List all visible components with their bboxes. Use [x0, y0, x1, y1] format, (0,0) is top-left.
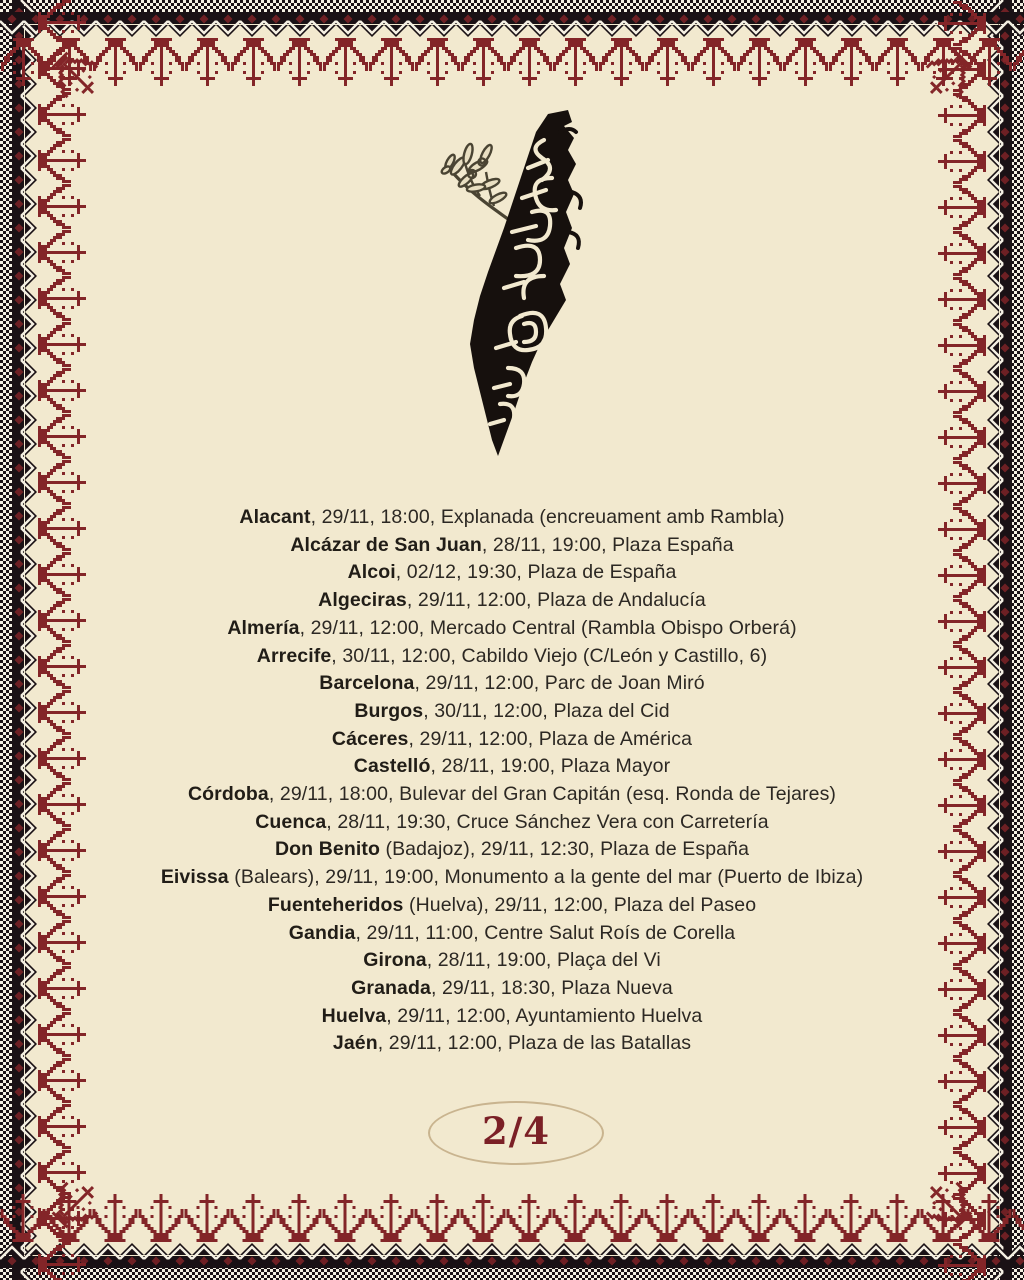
- event-city: Huelva: [321, 1004, 387, 1027]
- olive-branch-icon: [440, 143, 512, 222]
- border-zigzag-top: [0, 12, 1024, 38]
- event-details: , 29/11, 12:00, Plaza de las Batallas: [377, 1032, 692, 1055]
- event-city: Don Benito: [274, 838, 380, 861]
- event-row: [0, 781, 1024, 809]
- event-details: , 28/11, 19:00, Plaça del Vi: [426, 949, 661, 972]
- event-details: , 29/11, 12:00, Parc de Joan Miró: [414, 672, 705, 695]
- event-details: (Balears), 29/11, 19:00, Monumento a la gente del mar (Puerto de Ibiza): [228, 866, 864, 889]
- event-row: [0, 670, 1024, 698]
- events-list: [0, 504, 1024, 1058]
- event-city: Córdoba: [187, 783, 269, 806]
- event-row: [0, 504, 1024, 532]
- event-details: , 29/11, 12:00, Ayuntamiento Huelva: [386, 1004, 703, 1027]
- border-checker-bottom: [0, 1268, 1024, 1280]
- event-row: [0, 753, 1024, 781]
- event-details: , 29/11, 18:00, Bulevar del Gran Capitán (esq. Ronda de Tejares): [268, 783, 837, 806]
- border-motifs-bottom: [0, 1194, 1024, 1242]
- event-city: Castelló: [353, 755, 431, 778]
- event-row: [0, 532, 1024, 560]
- border-checker-top: [0, 0, 1024, 12]
- event-details: , 02/12, 19:30, Plaza de España: [395, 561, 677, 584]
- event-details: (Badajoz), 29/11, 12:30, Plaza de España: [379, 838, 750, 861]
- event-row: [0, 559, 1024, 587]
- event-city: Cáceres: [331, 727, 409, 750]
- event-row: [0, 726, 1024, 754]
- event-details: , 29/11, 12:00, Mercado Central (Rambla Obispo Orberá): [299, 616, 797, 639]
- event-row: [0, 587, 1024, 615]
- event-details: , 28/11, 19:30, Cruce Sánchez Vera con Carretería: [326, 810, 769, 833]
- event-row: [0, 947, 1024, 975]
- event-details: , 29/11, 12:00, Plaza de América: [408, 727, 693, 750]
- event-city: Algeciras: [318, 589, 407, 612]
- event-row: [0, 975, 1024, 1003]
- palestine-map-calligraphy-illustration: [428, 108, 628, 478]
- event-row: [0, 1003, 1024, 1031]
- event-details: , 28/11, 19:00, Plaza España: [481, 533, 734, 556]
- event-city: Alacant: [239, 506, 311, 528]
- event-row: [0, 920, 1024, 948]
- event-city: Eivissa: [160, 866, 229, 889]
- event-city: Jaén: [332, 1032, 378, 1055]
- event-city: Gandia: [288, 921, 356, 944]
- event-city: Barcelona: [319, 672, 415, 695]
- event-details: , 29/11, 18:00, Explanada (encreuament amb Rambla): [310, 506, 785, 528]
- event-details: , 30/11, 12:00, Plaza del Cid: [423, 699, 670, 722]
- event-city: Alcázar de San Juan: [290, 533, 482, 556]
- event-city: Almería: [227, 616, 300, 639]
- event-details: (Huelva), 29/11, 12:00, Plaza del Paseo: [403, 893, 757, 916]
- event-details: , 30/11, 12:00, Cabildo Viejo (C/León y Castillo, 6): [331, 644, 768, 667]
- event-details: , 29/11, 18:30, Plaza Nueva: [430, 976, 673, 999]
- event-city: Arrecife: [256, 644, 332, 667]
- event-row: [0, 892, 1024, 920]
- event-row: [0, 809, 1024, 837]
- event-row: [0, 864, 1024, 892]
- page-indicator: 2/4: [481, 1109, 550, 1153]
- event-city: Alcoi: [347, 561, 396, 584]
- event-row: [0, 1030, 1024, 1058]
- event-city: Fuenteheridos: [267, 893, 404, 916]
- event-city: Cuenca: [255, 810, 327, 833]
- event-city: Burgos: [354, 699, 424, 722]
- event-city: Granada: [351, 976, 431, 999]
- border-motifs-top: [0, 38, 1024, 86]
- event-row: [0, 615, 1024, 643]
- event-row: [0, 698, 1024, 726]
- border-zigzag-bottom: [0, 1242, 1024, 1268]
- page-indicator-oval: [428, 1101, 604, 1165]
- palestine-map-svg: [428, 108, 628, 478]
- event-details: , 28/11, 19:00, Plaza Mayor: [430, 755, 671, 778]
- event-city: Girona: [363, 949, 427, 972]
- event-row: [0, 643, 1024, 671]
- event-details: , 29/11, 12:00, Plaza de Andalucía: [406, 589, 706, 612]
- event-row: [0, 836, 1024, 864]
- event-details: , 29/11, 11:00, Centre Salut Roís de Corella: [355, 921, 736, 944]
